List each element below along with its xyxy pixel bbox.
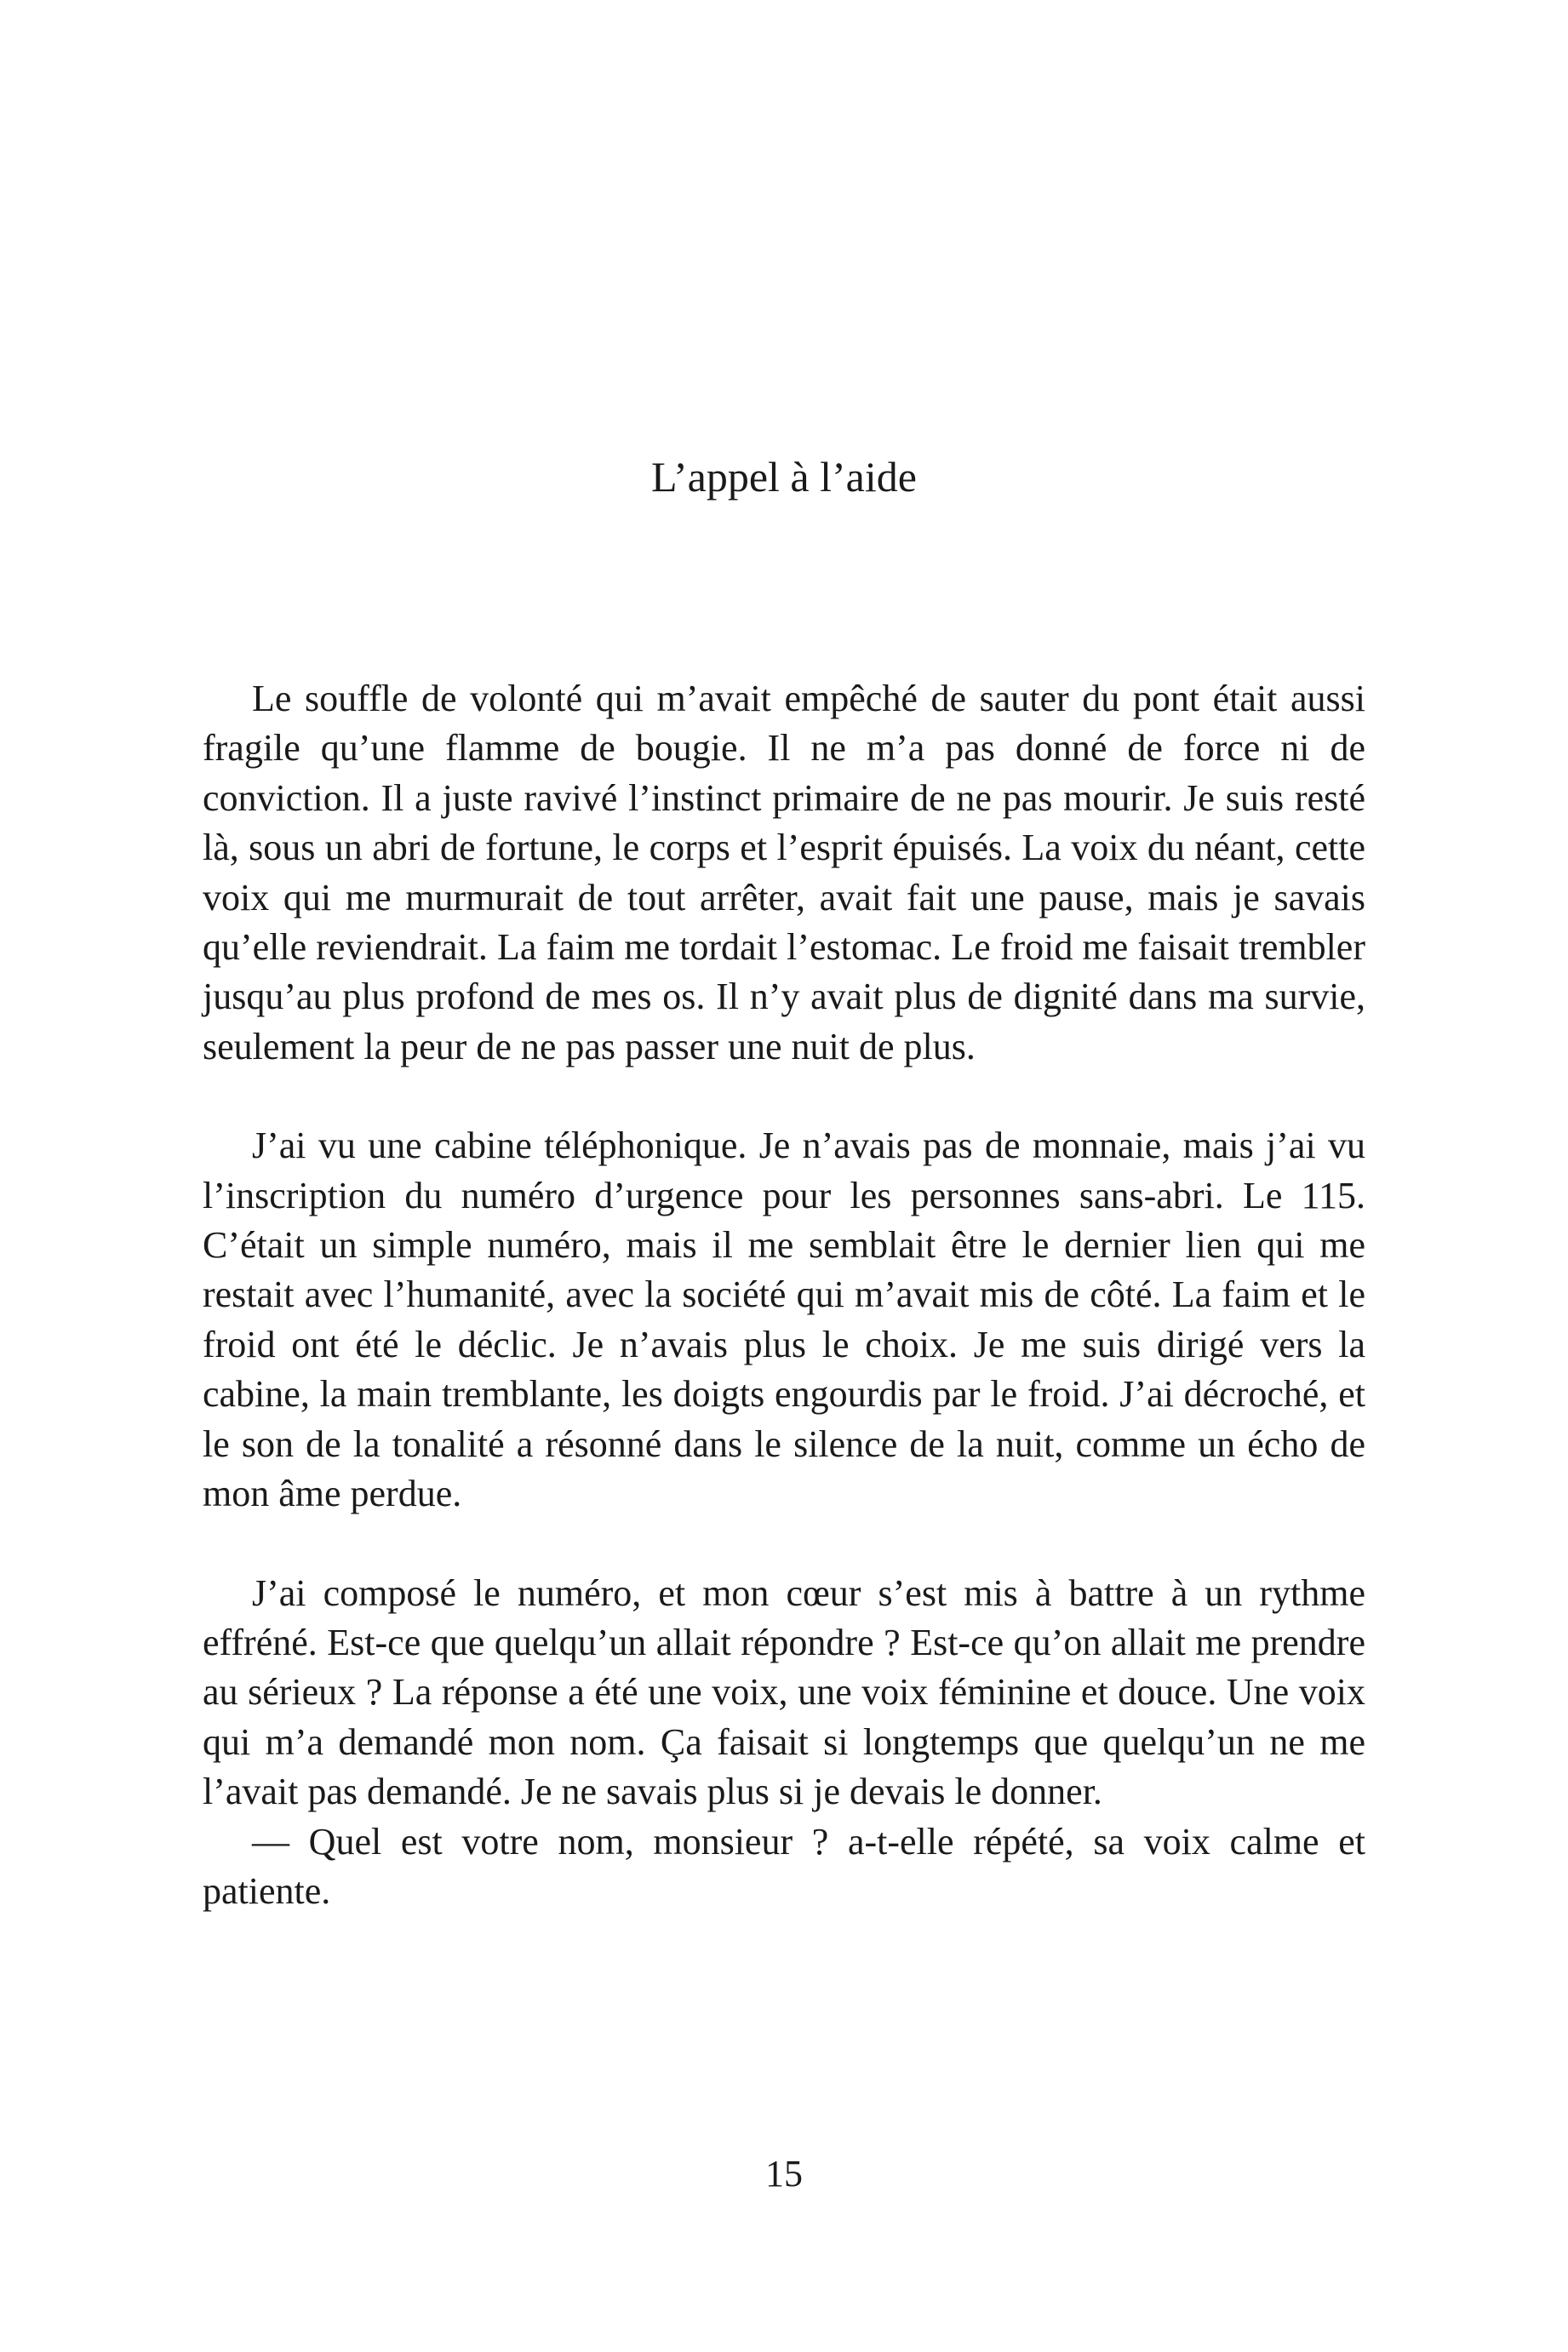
chapter-body [203,674,1365,1916]
page-number: 15 [765,2153,803,2195]
paragraph: Le souffle de volonté qui m’avait empêché de sauter du pont était aussi fragile qu’une flamme de bougie. Il ne m’a pas donné de force ni de conviction. Il a juste ravivé l’instinct primaire de ne pas mourir. Je suis resté là, sous un abri de fortune, le corps et l’esprit épuisés. La voix du néant, cette voix qui me murmurait de tout arrêter, avait fait une pause, mais je savais qu’elle reviendrait. La faim me tordait l’estomac. Le froid me faisait trembler jusqu’au plus profond de mes os. Il n’y avait plus de dignité dans ma survie, seulement la peur de ne pas passer une nuit de plus. [203,678,1365,1067]
paragraph: J’ai composé le numéro, et mon cœur s’est mis à battre à un rythme effréné. Est-ce que quelqu’un allait répondre ? Est-ce qu’on allait me prendre au sérieux ? La réponse a été une voix, une voix féminine et douce. Une voix qui m’a demandé mon nom. Ça faisait si longtemps que quelqu’un ne me l’avait pas demandé. Je ne savais plus si je devais le donner. [203,1571,1365,1813]
dialogue-line: — Quel est votre nom, monsieur ? a-t-elle répété, sa voix calme et patiente. [203,1820,1365,1912]
chapter-title: L’appel à l’aide [651,453,917,501]
paragraph: J’ai vu une cabine téléphonique. Je n’avais pas de monnaie, mais j’ai vu l’inscription du numéro d’urgence pour les personnes sans-abri. Le 115. C’était un simple numéro, mais il me semblait être le dernier lien qui me restait avec l’humanité, avec la société qui m’avait mis de côté. La faim et le froid ont été le déclic. Je n’avais plus le choix. Je me suis dirigé vers la cabine, la main tremblante, les doigts engourdis par le froid. J’ai décroché, et le son de la tonalité a résonné dans le silence de la nuit, comme un écho de mon âme perdue. [203,1124,1365,1515]
